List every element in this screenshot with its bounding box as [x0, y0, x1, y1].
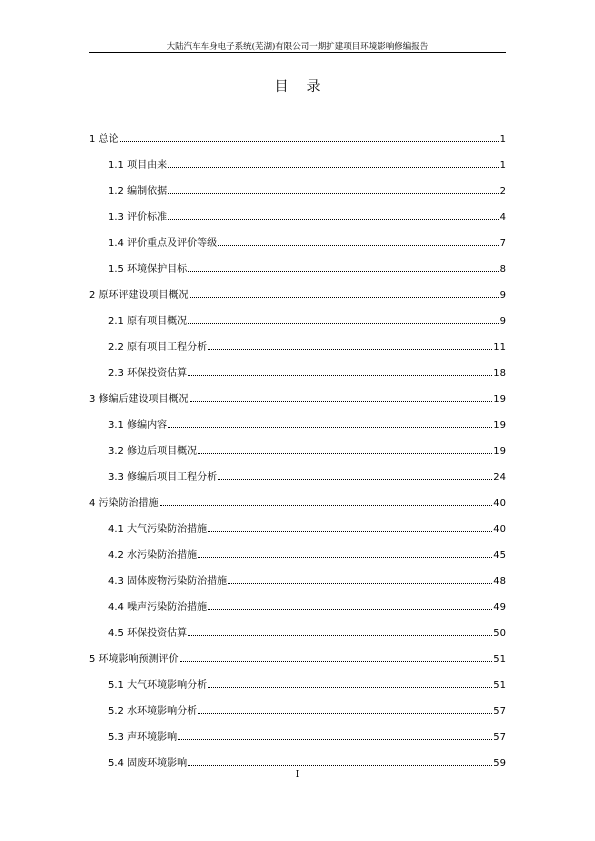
toc-entry-label: 5.2 水环境影响分析: [108, 706, 198, 717]
toc-entry-label: 2.1 原有项目概况: [108, 316, 188, 327]
toc-entry-label: 2.2 原有项目工程分析: [108, 342, 208, 353]
toc-entry-page: 1: [499, 160, 506, 171]
toc-entry-label: 5.1 大气环境影响分析: [108, 680, 208, 691]
toc-entry-label: 1.5 环境保护目标: [108, 264, 188, 275]
toc-entry-page: 57: [493, 706, 506, 717]
header-divider: [89, 52, 506, 53]
toc-dot-leader: [198, 453, 492, 454]
toc-entry[interactable]: [89, 743, 506, 769]
toc-entry-page: 59: [493, 758, 506, 769]
toc-dot-leader: [198, 557, 492, 558]
toc-entry-label: 3.2 修边后项目概况: [108, 446, 198, 457]
toc-entry[interactable]: [89, 639, 506, 665]
toc-entry-page: 40: [493, 498, 506, 509]
toc-dot-leader: [190, 297, 499, 298]
toc-title: 目录: [274, 79, 339, 95]
toc-entry-page: 2: [499, 186, 506, 197]
toc-entry-label: 4 污染防治措施: [89, 498, 159, 509]
toc-entry-page: 9: [499, 290, 506, 301]
toc-dot-leader: [168, 193, 499, 194]
toc-dot-leader: [168, 219, 499, 220]
toc-entry[interactable]: [89, 561, 506, 587]
toc-entry[interactable]: [89, 301, 506, 327]
toc-dot-leader: [198, 713, 492, 714]
toc-entry-label: 3.3 修编后项目工程分析: [108, 472, 218, 483]
toc-entry[interactable]: [89, 353, 506, 379]
toc-entry-label: 4.4 噪声污染防治措施: [108, 602, 208, 613]
toc-entry[interactable]: [89, 691, 506, 717]
toc-dot-leader: [218, 479, 492, 480]
toc-entry-page: 24: [493, 472, 506, 483]
toc-dot-leader: [208, 349, 492, 350]
toc-entry[interactable]: [89, 379, 506, 405]
toc-dot-leader: [188, 271, 499, 272]
toc-entry[interactable]: [89, 119, 506, 145]
toc-entry-label: 5.4 固废环境影响: [108, 758, 188, 769]
toc-dot-leader: [178, 739, 492, 740]
toc-entry-page: 1: [499, 134, 506, 145]
toc-entry-label: 4.2 水污染防治措施: [108, 550, 198, 561]
toc-entry-page: 40: [493, 524, 506, 535]
toc-entry[interactable]: [89, 535, 506, 561]
toc-entry-page: 19: [493, 420, 506, 431]
toc-entry[interactable]: [89, 457, 506, 483]
toc-entry-page: 11: [493, 342, 506, 353]
toc-entry-page: 57: [493, 732, 506, 743]
toc-entry-label: 1.1 项目由来: [108, 160, 168, 171]
toc-dot-leader: [180, 661, 493, 662]
toc-entry[interactable]: [89, 431, 506, 457]
toc-entry-label: 1 总论: [89, 134, 119, 145]
toc-entry-label: 4.5 环保投资估算: [108, 628, 188, 639]
toc-entry-label: 2.3 环保投资估算: [108, 368, 188, 379]
toc-dot-leader: [188, 635, 492, 636]
toc-entry-label: 3.1 修编内容: [108, 420, 168, 431]
toc-entry-page: 8: [499, 264, 506, 275]
toc-entry-page: 51: [493, 680, 506, 691]
footer-page-number: I: [295, 770, 300, 780]
toc-entry-label: 2 原环评建设项目概况: [89, 290, 189, 301]
toc-entry[interactable]: [89, 587, 506, 613]
toc-entry[interactable]: [89, 405, 506, 431]
toc-entry-page: 48: [493, 576, 506, 587]
toc-dot-leader: [120, 141, 499, 142]
toc-entry[interactable]: [89, 223, 506, 249]
toc-entry-label: 5.3 声环境影响: [108, 732, 178, 743]
toc-entry-page: 50: [493, 628, 506, 639]
table-of-contents: [89, 119, 506, 769]
toc-entry-page: 49: [493, 602, 506, 613]
toc-dot-leader: [168, 167, 499, 168]
toc-dot-leader: [188, 323, 499, 324]
toc-entry[interactable]: [89, 197, 506, 223]
toc-entry-label: 1.4 评价重点及评价等级: [108, 238, 218, 249]
toc-dot-leader: [228, 583, 492, 584]
toc-dot-leader: [188, 375, 492, 376]
toc-dot-leader: [188, 765, 492, 766]
toc-dot-leader: [208, 531, 492, 532]
toc-entry-label: 5 环境影响预测评价: [89, 654, 179, 665]
toc-entry-page: 9: [499, 316, 506, 327]
toc-entry-page: 7: [499, 238, 506, 249]
toc-entry-label: 1.3 评价标准: [108, 212, 168, 223]
running-header: 大陆汽车车身电子系统(芜湖)有限公司一期扩建项目环境影响修编报告: [166, 42, 429, 52]
toc-entry-page: 45: [493, 550, 506, 561]
toc-entry-label: 1.2 编制依据: [108, 186, 168, 197]
toc-entry[interactable]: [89, 665, 506, 691]
toc-entry-page: 51: [493, 654, 506, 665]
toc-entry-page: 19: [493, 394, 506, 405]
toc-dot-leader: [208, 609, 492, 610]
toc-entry[interactable]: [89, 483, 506, 509]
toc-entry-page: 19: [493, 446, 506, 457]
toc-entry-page: 4: [499, 212, 506, 223]
toc-entry-page: 18: [493, 368, 506, 379]
toc-entry[interactable]: [89, 613, 506, 639]
toc-dot-leader: [190, 401, 493, 402]
toc-entry[interactable]: [89, 327, 506, 353]
toc-entry[interactable]: [89, 171, 506, 197]
toc-entry[interactable]: [89, 717, 506, 743]
toc-entry[interactable]: [89, 509, 506, 535]
toc-entry[interactable]: [89, 145, 506, 171]
toc-entry[interactable]: [89, 275, 506, 301]
toc-entry-label: 3 修编后建设项目概况: [89, 394, 189, 405]
toc-dot-leader: [208, 687, 492, 688]
toc-dot-leader: [218, 245, 499, 246]
toc-entry[interactable]: [89, 249, 506, 275]
toc-dot-leader: [168, 427, 492, 428]
toc-entry-label: 4.3 固体废物污染防治措施: [108, 576, 228, 587]
toc-entry-label: 4.1 大气污染防治措施: [108, 524, 208, 535]
toc-dot-leader: [160, 505, 493, 506]
